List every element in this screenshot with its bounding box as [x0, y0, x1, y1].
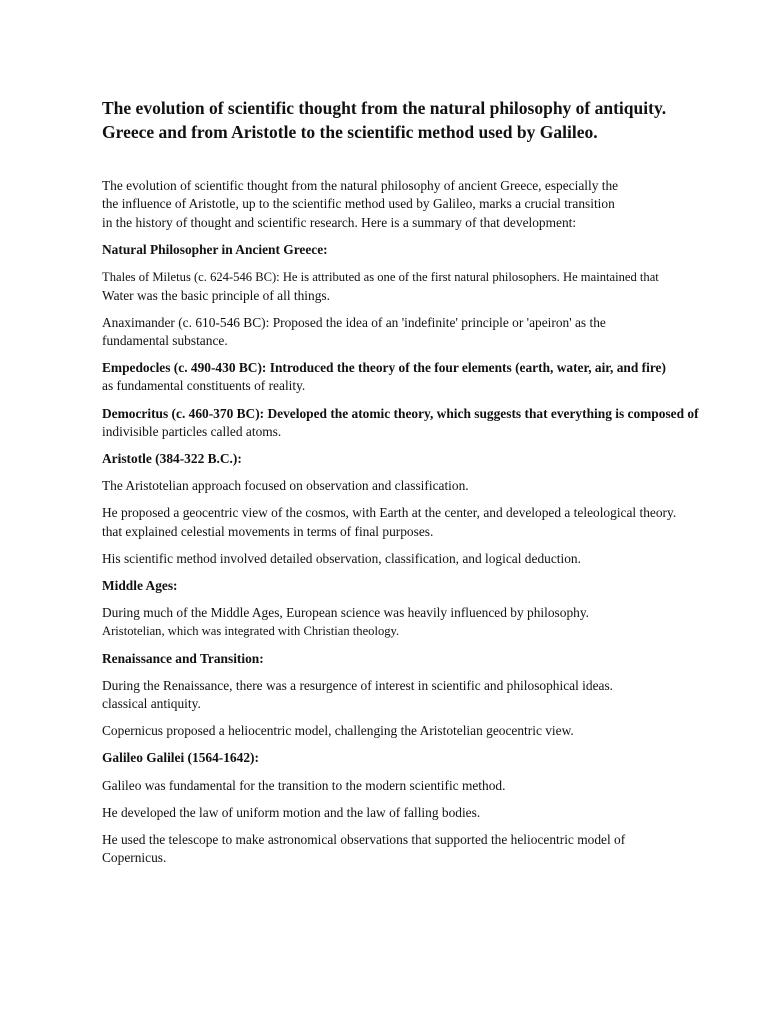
text-line: Copernicus. [102, 850, 167, 866]
heading-text: Aristotle (384-322 B.C.): [102, 451, 242, 467]
title-line: The evolution of scientific thought from the natural philosophy of antiquity. [102, 98, 667, 118]
text-line: He used the telescope to make astronomical observations that supported the heliocentric model of [102, 832, 626, 848]
text-line: He developed the law of uniform motion and the law of falling bodies. [102, 804, 481, 820]
document-body [102, 177, 742, 877]
text-line: Thales of Miletus (c. 624-546 BC): He is attributed as one of the first natural philosophers. He maintained that [102, 270, 659, 285]
intro-paragraph [102, 177, 742, 232]
paragraph-aristotle-method [102, 550, 742, 568]
paragraph-galileo-laws [102, 804, 742, 822]
text-line: fundamental substance. [102, 333, 228, 349]
paragraph-empedocles [102, 359, 742, 395]
text-line: Galileo was fundamental for the transition to the modern scientific method. [102, 777, 506, 793]
text-line: as fundamental constituents of reality. [102, 378, 306, 394]
section-heading-galileo [102, 749, 742, 767]
section-heading-greece [102, 241, 742, 259]
text-line: Copernicus proposed a heliocentric model, challenging the Aristotelian geocentric view. [102, 723, 574, 739]
text-line: that explained celestial movements in terms of final purposes. [102, 523, 434, 539]
paragraph-thales [102, 268, 742, 304]
text-line: His scientific method involved detailed observation, classification, and logical deduction. [102, 550, 581, 566]
text-line: He proposed a geocentric view of the cosmos, with Earth at the center, and developed a teleological theory. [102, 505, 677, 521]
paragraph-aristotelian-approach [102, 477, 742, 495]
paragraph-democritus [102, 405, 742, 441]
section-heading-middle-ages [102, 577, 742, 595]
title-line: Greece and from Aristotle to the scientific method used by Galileo. [102, 122, 598, 142]
paragraph-renaissance [102, 677, 742, 713]
paragraph-middle-ages [102, 604, 742, 640]
text-line: During the Renaissance, there was a resurgence of interest in scientific and philosophical ideas. [102, 677, 614, 693]
text-line: the influence of Aristotle, up to the scientific method used by Galileo, marks a crucial transition [102, 196, 615, 212]
text-line: The evolution of scientific thought from the natural philosophy of ancient Greece, especially the [102, 178, 619, 193]
text-line: classical antiquity. [102, 696, 201, 712]
heading-text: Galileo Galilei (1564-1642): [102, 750, 259, 766]
text-line: During much of the Middle Ages, European science was heavily influenced by philosophy. [102, 605, 590, 621]
heading-text: Renaissance and Transition: [102, 650, 264, 666]
text-line: indivisible particles called atoms. [102, 423, 282, 439]
section-heading-renaissance [102, 650, 742, 668]
paragraph-galileo-telescope [102, 831, 742, 867]
text-line: in the history of thought and scientific research. Here is a summary of that development: [102, 214, 577, 230]
document-title [102, 96, 722, 144]
text-line: Empedocles (c. 490-430 BC): Introduced the theory of the four elements (earth, water, air, and fire) [102, 360, 666, 376]
paragraph-copernicus [102, 722, 742, 740]
text-line: The Aristotelian approach focused on observation and classification. [102, 478, 469, 494]
heading-text: Middle Ages: [102, 578, 178, 594]
paragraph-galileo-fundamental [102, 777, 742, 795]
text-line: Democritus (c. 460-370 BC): Developed the atomic theory, which suggests that everything is composed of [102, 405, 699, 421]
heading-text: Natural Philosopher in Ancient Greece: [102, 242, 328, 258]
section-heading-aristotle [102, 450, 742, 468]
text-line: Water was the basic principle of all things. [102, 287, 330, 303]
text-line: Anaximander (c. 610-546 BC): Proposed the idea of an 'indefinite' principle or 'apeiron' as the [102, 314, 606, 330]
paragraph-geocentric [102, 504, 742, 540]
paragraph-anaximander [102, 314, 742, 350]
text-line: Aristotelian, which was integrated with Christian theology. [102, 624, 400, 639]
